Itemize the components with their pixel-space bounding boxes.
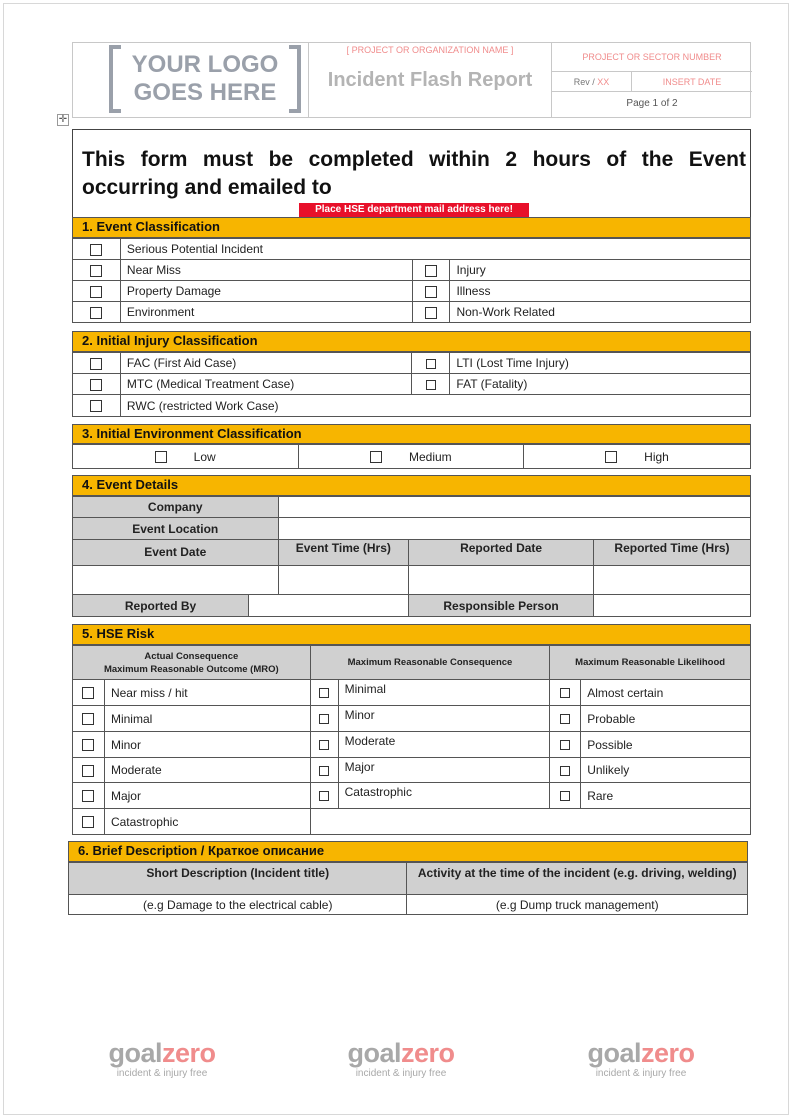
goalzero-logo — [571, 1038, 711, 1078]
option-label: Minor — [104, 732, 310, 758]
checkbox[interactable] — [560, 791, 570, 801]
option-label: Serious Potential Incident — [120, 239, 750, 260]
option-label: Non-Work Related — [450, 302, 751, 323]
short-description-header: Short Description (Incident title) — [69, 863, 407, 895]
event-classification-table — [72, 238, 751, 323]
logo-zero: zero — [162, 1038, 216, 1068]
logo-go: go — [347, 1038, 380, 1068]
option-label: Possible — [581, 732, 751, 758]
table-row — [73, 646, 751, 680]
checkbox-cell[interactable] — [73, 239, 121, 260]
checkbox[interactable] — [82, 687, 94, 699]
logo-cell — [73, 43, 309, 117]
checkbox[interactable] — [319, 791, 329, 801]
logo-tagline: incident & injury free — [355, 1068, 447, 1079]
table-row — [69, 895, 748, 915]
option-label: Rare — [581, 783, 751, 809]
checkbox-cell[interactable] — [73, 680, 105, 706]
activity-header: Activity at the time of the incident (e.g. driving, welding) — [407, 863, 748, 895]
checkbox[interactable] — [560, 714, 570, 724]
revision[interactable] — [552, 72, 632, 92]
document-header — [72, 42, 751, 118]
option-label: Minimal — [104, 706, 310, 732]
intro-text: This form must be completed within 2 hours of the Event occurring and emailed to — [82, 148, 746, 199]
goalzero-logo — [331, 1038, 471, 1078]
checkbox-cell[interactable] — [310, 732, 338, 758]
option-label: Almost certain — [581, 680, 751, 706]
option-label: Unlikely — [581, 758, 751, 783]
env-option-high[interactable] — [524, 445, 751, 469]
section-1-title: 1. Event Classification — [72, 217, 751, 238]
checkbox-cell[interactable] — [412, 302, 450, 323]
insert-date[interactable]: INSERT DATE — [662, 77, 722, 87]
logo-go: go — [108, 1038, 141, 1068]
empty-cell — [310, 809, 750, 835]
checkbox[interactable] — [90, 379, 102, 391]
section-4-title: 4. Event Details — [72, 475, 751, 496]
table-row — [73, 497, 751, 518]
checkbox[interactable] — [90, 265, 102, 277]
option-label: Injury — [450, 260, 751, 281]
company-field[interactable] — [278, 497, 751, 518]
report-title: Incident Flash Report — [327, 69, 533, 91]
checkbox[interactable] — [90, 244, 102, 256]
option-label: Major — [104, 783, 310, 809]
logo-go: go — [587, 1038, 620, 1068]
table-row — [73, 260, 751, 281]
logo-tagline: incident & injury free — [116, 1068, 208, 1079]
table-row — [73, 281, 751, 302]
actual-consequence-header — [73, 646, 311, 680]
checkbox[interactable] — [82, 816, 94, 828]
logo-placeholder — [109, 45, 301, 115]
logo-al: al — [379, 1038, 401, 1068]
responsible-person-field[interactable] — [594, 595, 751, 617]
section-2-title: 2. Initial Injury Classification — [72, 331, 751, 352]
checkbox-cell[interactable] — [73, 302, 121, 323]
table-row — [73, 302, 751, 323]
option-label: FAC (First Aid Case) — [120, 353, 412, 374]
company-label: Company — [73, 497, 279, 518]
table-row — [73, 680, 751, 706]
table-row — [73, 706, 751, 732]
option-label: Property Damage — [120, 281, 412, 302]
checkbox[interactable] — [90, 358, 102, 370]
page-info: Page 1 of 2 — [626, 98, 678, 109]
checkbox-cell[interactable] — [73, 732, 105, 758]
checkbox[interactable] — [90, 307, 102, 319]
option-label: LTI (Lost Time Injury) — [450, 353, 751, 374]
section-5-title: 5. HSE Risk — [72, 624, 751, 645]
table-row — [73, 595, 751, 617]
logo-al: al — [140, 1038, 162, 1068]
option-label: Low — [193, 449, 216, 464]
checkbox[interactable] — [605, 451, 617, 463]
checkbox[interactable] — [560, 766, 570, 776]
short-description-field[interactable]: (e.g Damage to the electrical cable) — [69, 895, 407, 915]
checkbox[interactable] — [82, 739, 94, 751]
logo-bracket-left-icon — [109, 45, 121, 113]
option-label: Medium — [408, 449, 452, 464]
injury-classification-table — [72, 352, 751, 417]
checkbox-cell[interactable] — [550, 680, 581, 706]
checkbox[interactable] — [425, 286, 437, 298]
checkbox-cell[interactable] — [310, 706, 338, 732]
rev-label: Rev / — [573, 77, 598, 87]
header-line: Maximum Reasonable Outcome (MRO) — [103, 663, 279, 675]
checkbox[interactable] — [319, 766, 329, 776]
checkbox[interactable] — [425, 307, 437, 319]
checkbox-cell[interactable] — [73, 281, 121, 302]
checkbox-cell[interactable] — [550, 758, 581, 783]
environment-classification-table — [72, 444, 751, 469]
reported-date-field[interactable] — [409, 566, 594, 595]
checkbox-cell[interactable] — [73, 758, 105, 783]
env-option-low[interactable] — [73, 445, 299, 469]
max-consequence-header: Maximum Reasonable Consequence — [310, 646, 550, 680]
table-row — [73, 809, 751, 835]
checkbox[interactable] — [319, 688, 329, 698]
logo-tagline: incident & injury free — [595, 1068, 687, 1079]
event-date-field[interactable] — [73, 566, 279, 595]
table-row — [73, 540, 751, 566]
checkbox-cell[interactable] — [73, 809, 105, 835]
mail-address-placeholder[interactable]: Place HSE department mail address here! — [299, 203, 529, 217]
checkbox[interactable] — [82, 713, 94, 725]
logo-zero: zero — [401, 1038, 455, 1068]
option-label: Minimal — [338, 680, 550, 706]
section-6-title: 6. Brief Description / Краткое описание — [68, 841, 748, 862]
table-move-handle-icon[interactable]: ✛ — [58, 114, 68, 125]
checkbox[interactable] — [82, 790, 94, 802]
logo-line-2: GOES HERE — [133, 79, 277, 106]
table-row — [69, 863, 748, 895]
option-label: Catastrophic — [104, 809, 310, 835]
project-number[interactable]: PROJECT OR SECTOR NUMBER — [552, 43, 752, 72]
header-line: Actual Consequence — [144, 650, 239, 662]
option-label: FAT (Fatality) — [450, 374, 751, 395]
checkbox-cell[interactable] — [550, 732, 581, 758]
checkbox-cell[interactable] — [412, 374, 450, 395]
checkbox-cell[interactable] — [73, 706, 105, 732]
checkbox-cell[interactable] — [73, 260, 121, 281]
checkbox-cell[interactable] — [412, 281, 450, 302]
table-row — [73, 353, 751, 374]
logo-line-1: YOUR LOGO — [131, 51, 279, 78]
checkbox-cell[interactable] — [550, 706, 581, 732]
rev-value: XX — [597, 77, 610, 87]
intro-block — [72, 129, 751, 217]
option-label: Near Miss — [120, 260, 412, 281]
checkbox[interactable] — [425, 265, 437, 277]
checkbox[interactable] — [90, 286, 102, 298]
logo-al: al — [619, 1038, 641, 1068]
checkbox-cell[interactable] — [73, 395, 121, 417]
checkbox[interactable] — [370, 451, 382, 463]
event-details-table — [72, 496, 751, 617]
reported-time-label: Reported Time (Hrs) — [594, 540, 751, 566]
logo-zero: zero — [641, 1038, 695, 1068]
hse-risk-table — [72, 645, 751, 835]
responsible-person-label: Responsible Person — [409, 595, 594, 617]
table-row — [73, 239, 751, 260]
checkbox[interactable] — [82, 765, 94, 777]
table-row — [73, 395, 751, 417]
section-3-title: 3. Initial Environment Classification — [72, 424, 751, 444]
header-meta — [551, 43, 752, 117]
option-label: Major — [338, 758, 550, 783]
env-option-medium[interactable] — [298, 445, 524, 469]
checkbox[interactable] — [560, 740, 570, 750]
checkbox-cell[interactable] — [73, 783, 105, 809]
checkbox-cell[interactable] — [412, 353, 450, 374]
activity-field[interactable]: (e.g Dump truck management) — [407, 895, 748, 915]
reported-by-field[interactable] — [249, 595, 409, 617]
option-label: MTC (Medical Treatment Case) — [120, 374, 412, 395]
checkbox[interactable] — [319, 740, 329, 750]
option-label: RWC (restricted Work Case) — [120, 395, 750, 417]
event-location-field[interactable] — [278, 518, 751, 540]
reported-date-label: Reported Date — [409, 540, 594, 566]
event-date-label: Event Date — [73, 540, 279, 566]
max-likelihood-header: Maximum Reasonable Likelihood — [550, 646, 751, 680]
goalzero-logo — [92, 1038, 232, 1078]
option-label: Moderate — [104, 758, 310, 783]
checkbox[interactable] — [90, 400, 102, 412]
checkbox-cell[interactable] — [73, 374, 121, 395]
event-time-field[interactable] — [278, 566, 409, 595]
checkbox-cell[interactable] — [412, 260, 450, 281]
logo-bracket-right-icon — [289, 45, 301, 113]
table-row — [73, 445, 751, 469]
event-time-label: Event Time (Hrs) — [278, 540, 409, 566]
option-label: Environment — [120, 302, 412, 323]
checkbox[interactable] — [560, 688, 570, 698]
option-label: Catastrophic — [338, 783, 550, 809]
option-label: Minor — [338, 706, 550, 732]
checkbox[interactable] — [155, 451, 167, 463]
table-row — [73, 374, 751, 395]
table-row — [73, 566, 751, 595]
checkbox-cell[interactable] — [310, 758, 338, 783]
reported-by-label: Reported By — [73, 595, 249, 617]
table-row — [73, 783, 751, 809]
reported-time-field[interactable] — [594, 566, 751, 595]
brief-description-table — [68, 862, 748, 915]
option-label: Moderate — [338, 732, 550, 758]
checkbox-cell[interactable] — [310, 680, 338, 706]
project-name[interactable]: [ PROJECT OR ORGANIZATION NAME ] — [346, 45, 514, 55]
checkbox[interactable] — [426, 380, 436, 390]
table-row — [73, 518, 751, 540]
revision-row — [552, 72, 752, 92]
logo-text — [123, 51, 287, 107]
checkbox-cell[interactable] — [310, 783, 338, 809]
checkbox[interactable] — [319, 714, 329, 724]
table-row — [73, 732, 751, 758]
option-label: Near miss / hit — [104, 680, 310, 706]
event-location-label: Event Location — [73, 518, 279, 540]
checkbox-cell[interactable] — [550, 783, 581, 809]
option-label: Probable — [581, 706, 751, 732]
table-row — [73, 758, 751, 783]
checkbox[interactable] — [426, 359, 436, 369]
option-label: High — [644, 449, 669, 464]
checkbox-cell[interactable] — [73, 353, 121, 374]
option-label: Illness — [450, 281, 751, 302]
